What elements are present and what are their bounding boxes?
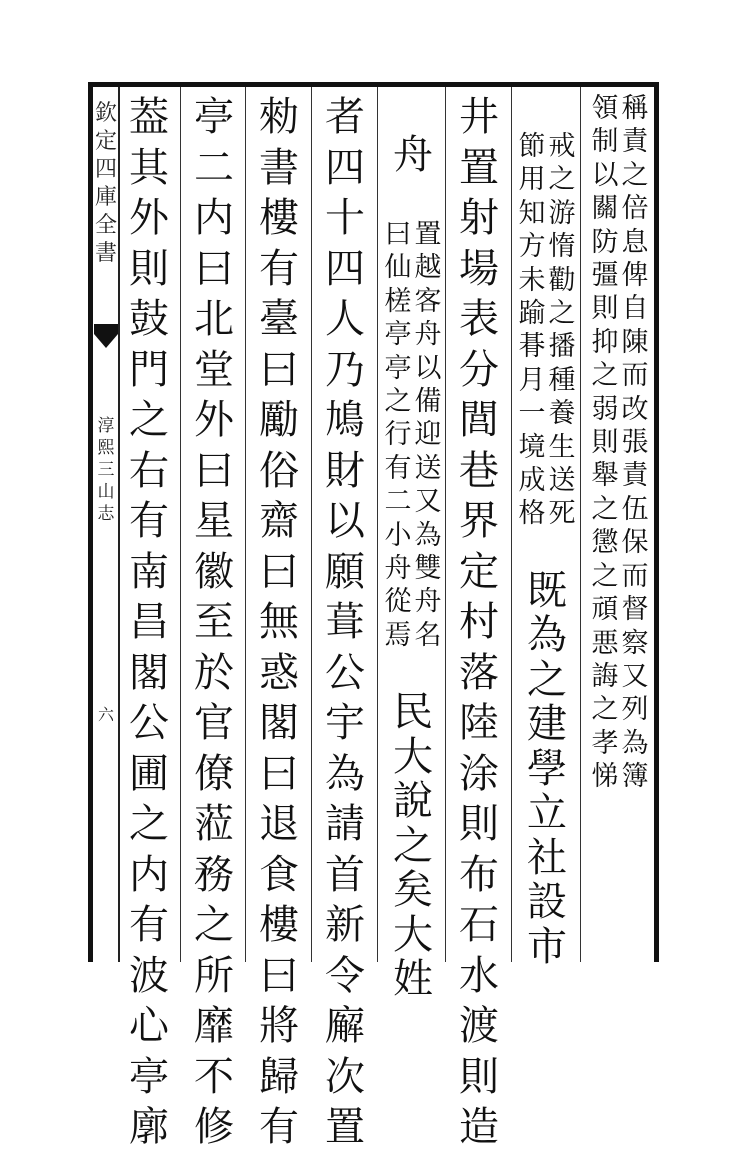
book-title: 淳 熙 三 山 志: [97, 416, 115, 524]
text-column-3: 井 置 射 場 表 分 閭 巷 界 定 村 落 陸 涂 則 布 石 水 渡 則 造: [459, 94, 499, 1150]
small-run-right: 稱 責 之 倍 息 俾 自 陳 而 改 張 責 伍 保 而 督 察 又 列 為 簿: [621, 93, 649, 793]
column-rule: [245, 87, 246, 962]
fish-tail-mark-icon: [93, 322, 119, 350]
frame-top-border: [90, 82, 658, 87]
frame-right-border: [654, 82, 659, 962]
small-run-left: 領 制 以 關 防 彊 則 抑 之 弱 則 舉 之 懲 之 頑 悪 誨 之 孝 悌: [591, 93, 619, 793]
small-pair: [516, 130, 578, 531]
text-column-2: [516, 92, 578, 1007]
big-run: 既 為 之 建 學 立 社 設 市: [527, 567, 567, 970]
small-run-right: 置 越 客 舟 以 備 迎 送 又 為 雙 舟 名: [414, 219, 442, 651]
column-rule: [311, 87, 312, 962]
leaf-number: 六: [97, 705, 114, 724]
text-column-8: 葢 其 外 則 鼓 門 之 右 有 南 昌 閣 公 圃 之 内 有 波 心 亭 廓: [129, 94, 169, 1150]
small-run-right: 戒 之 游 惰 勸 之 播 種 養 生 送 死: [548, 131, 576, 530]
edge-title: 欽 定 四 庫 全 書: [94, 101, 117, 266]
text-column-6: 勑 書 樓 有 臺 曰 勵 俗 齋 曰 無 惑 閣 曰 退 食 樓 曰 將 歸 有: [259, 94, 299, 1150]
column-rule: [377, 87, 378, 962]
small-pair: [382, 218, 444, 652]
big-run: 民 大 說 之 矣 大 姓: [393, 689, 433, 1003]
small-run-left: 曰 仙 槎 亭 亭 之 行 有 二 小 舟 從 焉: [384, 219, 412, 651]
column-rule: [180, 87, 181, 962]
column-rule: [511, 87, 512, 962]
big-run-top: 舟: [393, 132, 433, 178]
text-column-7: 亭 二 内 曰 北 堂 外 曰 星 徽 至 於 官 僚 蒞 務 之 所 靡 不 修: [194, 94, 234, 1150]
column-rule: [580, 87, 581, 962]
text-column-4: [382, 92, 444, 1040]
small-run-left: 節 用 知 方 未 踰 朞 月 一 境 成 格: [518, 131, 546, 530]
text-column-1: [588, 92, 652, 794]
text-column-5: 者 四 十 四 人 乃 鳩 財 以 願 葺 公 宇 為 請 首 新 令 廨 次 置: [325, 94, 365, 1150]
column-rule: [445, 87, 446, 962]
